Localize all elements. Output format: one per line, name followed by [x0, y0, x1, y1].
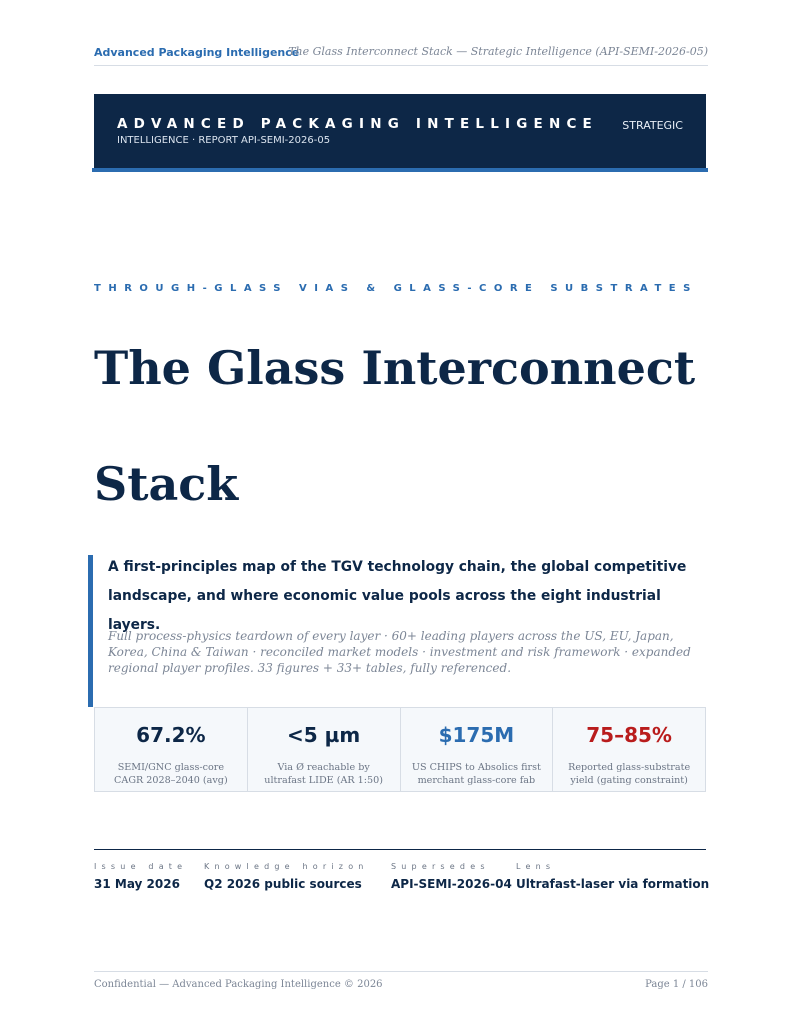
lede-text: A first-principles map of the TGV technology chain, the global competitive landscape, and where economic value pools across the eight industrial layers. [108, 559, 687, 633]
banner-subtitle: INTELLIGENCE · REPORT API-SEMI-2026-05 [117, 135, 331, 146]
stat-label: SEMI/GNC glass-core CAGR 2028–2040 (avg) [114, 762, 228, 786]
banner-title: ADVANCED PACKAGING INTELLIGENCE [117, 116, 598, 132]
meta-value: Q2 2026 public sources [204, 877, 362, 891]
brand-banner [94, 94, 706, 168]
stat-label: Reported glass-substrate yield (gating constraint) [568, 762, 691, 786]
meta-value: Ultrafast-laser via formation [516, 877, 710, 891]
meta-value: API-SEMI-2026-04 [391, 877, 512, 891]
banner-tag: STRATEGIC [622, 119, 683, 132]
running-header-doc-title: The Glass Interconnect Stack — Strategic Intelligence (API-SEMI-2026-05) [288, 45, 708, 58]
meta-label: Issue date [94, 862, 188, 871]
banner-accent-rule [92, 168, 708, 172]
stat-value: <5 µm [287, 723, 361, 747]
stat-card [95, 708, 248, 791]
meta-label: Knowledge horizon [204, 862, 369, 871]
key-stats [94, 707, 706, 792]
running-header [94, 46, 708, 66]
stat-label: Via Ø reachable by ultrafast LIDE (AR 1:50) [264, 762, 383, 786]
kicker: THROUGH-GLASS VIAS & GLASS-CORE SUBSTRATES [94, 283, 698, 294]
stat-card [553, 708, 705, 791]
page-footer [94, 971, 708, 995]
stat-value: 75–85% [586, 723, 672, 747]
meta-value: 31 May 2026 [94, 877, 180, 891]
meta-label: Supersedes [391, 862, 490, 871]
meta-lens [516, 862, 709, 891]
meta-supersedes [391, 862, 512, 891]
stat-label: US CHIPS to Absolics first merchant glass-core fab [411, 762, 541, 786]
detail-text: Full process-physics teardown of every layer · 60+ leading players across the US, EU, Japan, Korea, China & Taiwan · reconciled market models · investment and risk framework · expanded regional player profiles. 33 figures + 33+ tables, fully referenced. [108, 629, 691, 675]
stat-card [401, 708, 554, 791]
page-number: Page 1 / 106 [645, 979, 708, 990]
stat-value: $175M [438, 723, 515, 747]
meta-label: Lens [516, 862, 556, 871]
meta-issue-date [94, 862, 187, 891]
running-header-brand: Advanced Packaging Intelligence [94, 46, 300, 59]
stat-card [248, 708, 401, 791]
page-title: The Glass Interconnect Stack [94, 341, 696, 511]
footer-copyright: Confidential — Advanced Packaging Intelligence © 2026 [94, 979, 383, 990]
meta-knowledge-horizon [204, 862, 369, 891]
stat-value: 67.2% [136, 723, 206, 747]
summary-callout [88, 555, 706, 707]
document-metadata [94, 849, 710, 895]
